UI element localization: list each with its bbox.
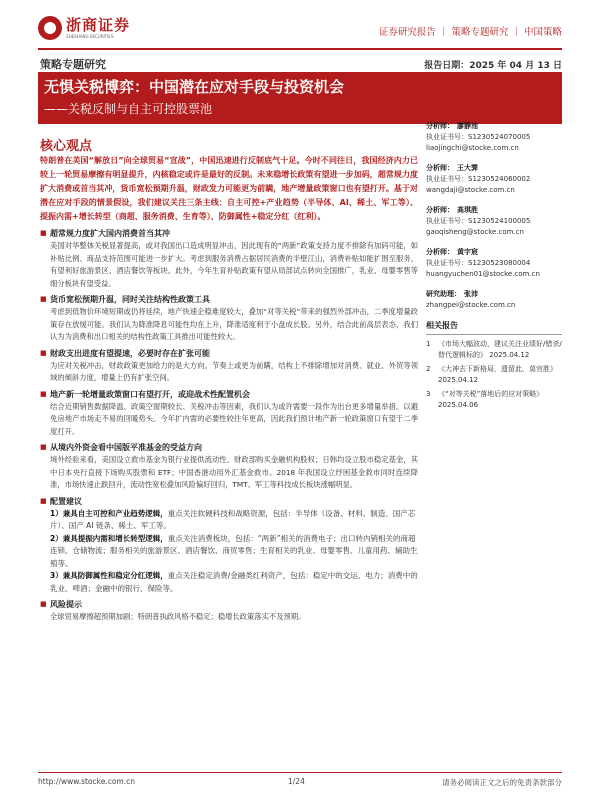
- analyst-cert: 执业证书号：S1230523080004: [426, 259, 531, 267]
- bullet-section: [40, 227, 418, 290]
- disclaimer-note: 请务必阅读正文之后的免责条款部分: [442, 778, 562, 787]
- title-band: [38, 72, 562, 124]
- config-item-text: 重点关注稳定消费/金融类红利资产，包括：稳定中的交运、电力；消费中的乳业、啤酒；金融中的银行、保险等。: [50, 571, 418, 593]
- page-footer: [38, 772, 562, 786]
- analyst-cert: 执业证书号：S1230524100005: [426, 217, 531, 225]
- risk-heading: ■ 风险提示: [40, 598, 418, 611]
- report-date: 报告日期：2025 年 04 月 13 日: [424, 61, 562, 71]
- risk-body: 全球贸易摩擦超预期加剧；特朗普执政风格不稳定；稳增长政策落实不及预期。: [50, 612, 306, 621]
- analyst-name: 王大霁: [457, 164, 478, 172]
- analyst-name: 黄宇宸: [457, 248, 478, 256]
- analyst-role: 分析师：: [426, 164, 454, 172]
- bullet-heading: ■ 财政支出进度有望提速，必要时存在扩张可能: [40, 347, 418, 360]
- analyst-card: [426, 121, 562, 154]
- analyst-card: [426, 205, 562, 238]
- config-item-label: 3）兼具防御属性和稳定分红逻辑，: [50, 571, 168, 580]
- config-item-label: 2）兼具提振内需和增长转型逻辑，: [50, 533, 168, 543]
- bullet-section: [40, 293, 418, 344]
- related-report-number: 3: [426, 390, 431, 398]
- logo-cn-text: 浙商证券: [66, 16, 131, 34]
- doc-type-label: 策略专题研究: [40, 58, 106, 71]
- bullet-body: 为应对关税冲击，财政政策更加给力的是大方向。节奏上或更为前瞒，结构上不排除增加对消费、就业、外贸等领域的倾斜力度，增量上仍有扩张空间。: [50, 360, 418, 382]
- analyst-name: 廖静池: [457, 122, 478, 130]
- footer-url[interactable]: http://www.stocke.com.cn: [38, 777, 135, 786]
- page-header: [38, 12, 562, 50]
- risk-section: [40, 598, 418, 624]
- bullet-heading: ■ 地产新一轮增量政策窗口有望打开，或迎战术性配置机会: [40, 388, 418, 401]
- bullet-body: 结合近期销售数据降温、政策空窗期较长、关税冲击等因素，我们认为或许需要一段作为出台更多增量举措。以避免房地产市场走不易的回暖势头。今年扩内需的必要性较往年更高，因此我们预计地产新一轮政策窗口有望于二季度打开。: [50, 401, 418, 436]
- analyst-role: 分析师：: [426, 206, 454, 214]
- header-category: 证券研究报告 ｜ 策略专题研究 ｜ 中国策略: [378, 27, 562, 38]
- analyst-name: 张沛: [464, 290, 478, 298]
- intro-paragraph: 特朗普在美国“解放日”向全球贸易“宣战”，中国迅速进行反制底气十足。今时不同往日，我国经济内力已较上一轮贸易摩擦有明显提升，内核稳定或许是最好的反制。未来稳增长政策有望进一步加码，超常规力度扩大消费或首当其冲，货币宽松预期升温，财政发力可能更为前瞒，地产增量政策窗口也有望打开。基于对潜在应对手段的情景假设，我们建议关注三条主线：自主可控+产业趋势（半导体、AI、稀土、军工等）、提振内需+增长转型（商超、服务消费、生育等）、防御属性+稳定分红（红利）。: [40, 156, 418, 221]
- main-content: [40, 154, 418, 624]
- related-report-text: 《“对等关税”落地后的应对策略》 2025.04.06: [438, 390, 544, 409]
- analyst-card: [426, 289, 562, 311]
- sidebar: [426, 121, 562, 414]
- company-logo: [38, 14, 148, 46]
- analyst-email[interactable]: huangyuchen01@stocke.com.cn: [426, 270, 540, 278]
- config-heading: ■ 配置建议: [40, 495, 418, 508]
- bullet-body: 美国对华整体关税显著提高，或对我国出口造成明显冲击，因此现有的“两新”政策支持力度不排除有加码可能，如补贴比例、商品支持范围可能进一步扩大。考虑到服务消费占据居民消费的半壁江山，消费补贴如能扩围至服务，有望利好旅游景区、酒店餐饮等板块。此外，今年生育补贴政策有望从局部试点转向全国推广，乳业、母婴零售等细分板块有望受益。: [50, 241, 418, 288]
- analyst-email[interactable]: zhangpei@stocke.com.cn: [426, 301, 516, 309]
- analyst-role: 分析师：: [426, 122, 454, 130]
- related-report-item[interactable]: [426, 389, 562, 411]
- page-title: 无惧关税博弈：中国潜在应对手段与投资机会: [44, 78, 345, 96]
- bullet-section: [40, 347, 418, 385]
- bullet-heading: ■ 从境内外资金看中国版平准基金的受益方向: [40, 441, 418, 454]
- config-item-text: 重点关注软硬科技和战略资源，包括：半导体（设备、材料、制造、国产芯片）、国产 AI 链条、稀土、军工等。: [50, 508, 416, 530]
- bullet-heading: ■ 超常规力度扩大国内消费首当其冲: [40, 227, 418, 240]
- logo-en-text: ZHESHANG SECURITIES: [66, 34, 114, 39]
- related-reports-heading: 相关报告: [426, 320, 562, 335]
- analyst-role: 分析师：: [426, 248, 454, 256]
- analyst-email[interactable]: gaoqisheng@stocke.com.cn: [426, 228, 524, 236]
- config-item-label: 1）兼具自主可控和产业趋势逻辑，: [50, 508, 168, 518]
- related-report-text: 《市场大幅波动，建议关注业绩好/错杀/替代逻辑标的》 2025.04.12: [438, 340, 562, 359]
- bullet-heading: ■ 货币宽松预期升温，同时关注结构性政策工具: [40, 293, 418, 306]
- bullet-section: [40, 441, 418, 492]
- config-section: [40, 495, 418, 596]
- analyst-card: [426, 163, 562, 196]
- analyst-cert: 执业证书号：S1230524070005: [426, 133, 531, 141]
- logo-mark-icon: [38, 16, 62, 40]
- bullet-body: 考虑到低物价环境短期或仍将延续，地产快速企稳难度较大，叠加“对等关税”带来的强烈外部冲击，二季度增量政策存在放缓可能。我们认为降准降息可能性均在上升，降准适度利于小盘成长股。另外，结合此前高层表态，我们认为为消费和出口相关的结构性政策工具推出可能性较大。: [50, 307, 418, 341]
- related-report-number: 2: [426, 365, 431, 373]
- section-title: 核心观点: [40, 139, 93, 154]
- related-report-item[interactable]: [426, 339, 562, 361]
- analyst-name: 高琪胜: [457, 206, 478, 214]
- analyst-card: [426, 247, 562, 280]
- page-number: 1/24: [288, 777, 305, 786]
- analyst-email[interactable]: wangdaji@stocke.com.cn: [426, 186, 515, 194]
- related-report-text: 《大神去下新格局，遗留此、莫官胜》 2025.04.12: [438, 365, 557, 384]
- page-subtitle: ——关税反制与自主可控股票池: [44, 102, 213, 116]
- related-report-number: 1: [426, 340, 431, 348]
- analyst-email[interactable]: liaojingchi@stocke.com.cn: [426, 144, 519, 152]
- config-item-text: 重点关注消费板块，包括：“两新”相关的消费电子；出口转内销相关的商超连锁、仓储物流；服务相关的旅游景区、酒店餐饮、商贸零售；生育相关的乳业、母婴零售、儿童用药、辅助生殖等。: [50, 533, 418, 568]
- bullet-body: 境外经验来看，美国设立救市基金为银行业提供流动性、财政部购买金融机构股权；日韩均设立股市稳定基金，其中日本央行直接下场购买股票和 ETF；中国香港动用外汇基金救市。2018 年我国设立纾困基金救市同时连续降准，市场快速止跌回升，流动性宽松叠加风险偏好回归，TMT、军工等科技成长板块涨幅明显。: [50, 455, 418, 489]
- bullet-section: [40, 388, 418, 439]
- config-item: [40, 533, 418, 571]
- config-item: [40, 508, 418, 533]
- related-report-item[interactable]: [426, 364, 562, 386]
- analyst-role: 研究助理：: [426, 290, 461, 298]
- config-item: [40, 570, 418, 595]
- analyst-cert: 执业证书号：S1230524060002: [426, 175, 531, 183]
